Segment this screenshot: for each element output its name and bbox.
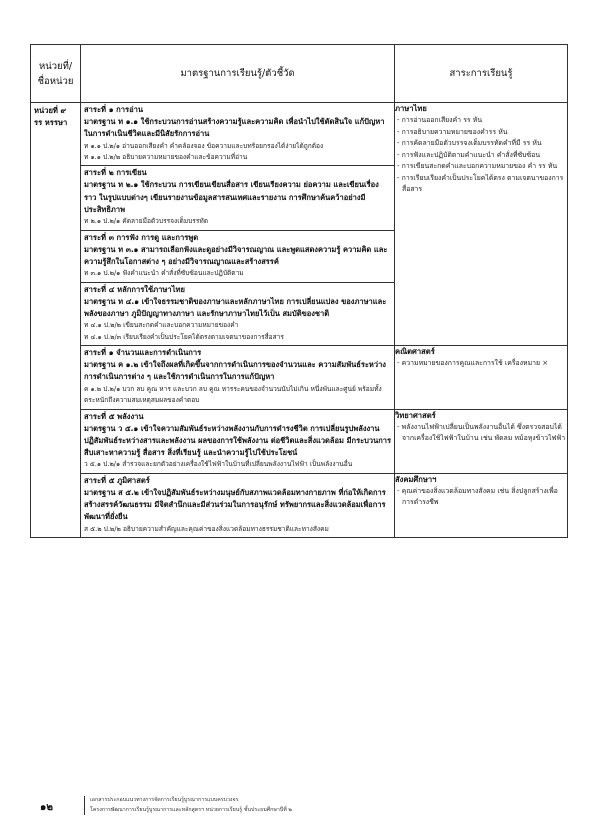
strand-title: สาระที่ ๒ การเขียน	[84, 168, 147, 178]
header-content: สาระการเรียนรู้	[395, 45, 568, 103]
content-cell-thai	[395, 103, 568, 346]
standards-cell-social	[81, 473, 395, 537]
standard-text: มาตรฐาน ท ๑.๑ ใช้กระบวนการอ่านสร้างความรู้และความคิด เพื่อนำไปใช้ตัดสินใจ แก้ปัญหาในการดำเนินชีวิตและมีนิสัยรักการอ่าน	[84, 117, 385, 139]
content-heading: ภาษาไทย	[395, 104, 427, 113]
strand-block	[81, 474, 394, 537]
footer-line-1: เอกสารประกอบแนวทางการจัดการเรียนรู้บูรณาการแบบครบวงจร	[90, 797, 239, 803]
curriculum-table	[30, 44, 568, 538]
indicator: ท ๔.๑ ป.๒/๒ เขียนสะกดคำและบอกความหมายของคำ	[84, 321, 239, 330]
content-item: - ความหมายของการคูณและการใช้ เครื่องหมาย ×	[397, 359, 548, 368]
strand-block	[81, 346, 394, 408]
strand-block	[81, 103, 394, 166]
content-heading: คณิตศาสตร์	[395, 347, 435, 357]
strand-block	[81, 410, 394, 473]
content-item: - การเรียบเรียงคำเป็นประโยคได้ตรง ตามเจตนาของการสื่อสาร	[397, 173, 564, 193]
strand-title: สาระที่ ๕ พลังงาน	[84, 411, 144, 421]
indicator: ท ๑.๑ ป.๒/๑ อ่านออกเสียงคำ คำคล้องจอง ข้อความและบทร้อยกรองได้ง่ายได้ถูกต้อง	[84, 141, 324, 150]
unit-number: หน่วยที่ ๙	[34, 106, 67, 115]
footer-divider	[84, 796, 85, 815]
indicator: ท ๑.๑ ป.๒/๒ อธิบายความหมายของคำและข้อความที่อ่าน	[84, 153, 248, 161]
strand-title: สาระที่ ๕ ภูมิศาสตร์	[84, 475, 150, 485]
footer-line-2: โครงการพัฒนาการเรียนรู้บูรณาการและหลักสูตรฯ หน่วยการเรียนรู้ ชั้นประถมศึกษาปีที่ ๒	[90, 807, 292, 813]
content-cell-science	[395, 409, 568, 473]
standard-text: มาตรฐาน ส ๕.๒ เข้าใจปฏิสัมพันธ์ระหว่างมนุษย์กับสภาพแวดล้อมทางกายภาพ ที่ก่อให้เกิดการสร้างสรรค์วัฒนธรรม มีจิตสำนึกและมีส่วนร่วมในการอนุรักษ์ ทรัพยากรและสิ่งแวดล้อมเพื่อการพัฒนาที่ยั่งยืน	[84, 487, 386, 522]
strand-block	[81, 166, 394, 230]
header-unit	[31, 45, 81, 103]
standards-cell-math	[81, 346, 395, 409]
standard-text: มาตรฐาน ค ๑.๒ เข้าใจถึงผลที่เกิดขึ้นจากการดำเนินการของจำนวนและ ความสัมพันธ์ระหว่างการดำเนินการต่าง ๆ และใช้การดำเนินการในการแก้ปัญหา	[84, 360, 386, 382]
standards-cell-science	[81, 409, 395, 473]
indicator: ท ๔.๑ ป.๒/๓ เรียบเรียงคำเป็นประโยคได้ตรงตามเจตนาของการสื่อสาร	[84, 332, 284, 341]
table-row-math	[31, 346, 568, 409]
content-cell-social	[395, 473, 568, 537]
content-item: - การคัดลายมือตัวบรรจงเต็มบรรทัดคำที่มี รร หัน	[397, 139, 542, 147]
header-unit-label: หน่วยที่/ ชื่อหน่วย	[37, 60, 74, 87]
standard-text: มาตรฐาน ท ๒.๑ ใช้กระบวน การเขียนเขียนสื่อสาร เขียนเรียงความ ย่อความ และเขียนเรื่องราว ในรูปแบบต่างๆ เขียนรายงานข้อมูลสารสนเทศและรายงาน การศึกษาค้นคว้าอย่างมีประสิทธิภาพ	[84, 180, 379, 214]
standard-text: มาตรฐาน ท ๔.๑ เข้าใจธรรมชาติของภาษาและหลักภาษาไทย การเปลี่ยนแปลง ของภาษาและพลังของภาษา ภูมิปัญญาทางภาษา และรักษาภาษาไทยไว้เป็น สมบัติของชาติ	[84, 296, 387, 318]
standards-cell-thai	[81, 103, 395, 346]
table-row-social	[31, 473, 568, 537]
strand-block	[81, 231, 394, 283]
strand-block	[81, 283, 394, 345]
indicator: ท ๒.๑ ป.๒/๑ คัดลายมือตัวบรรจงเต็มบรรทัด	[84, 217, 209, 226]
table-row-science	[31, 409, 568, 473]
content-heading: สังคมศึกษาฯ	[395, 474, 437, 484]
page-number: ๑๒	[40, 802, 53, 813]
content-item: - การเขียนสะกดคำและบอกความหมายของ คำ รร หัน	[397, 162, 558, 170]
content-item: - พลังงานไฟฟ้าเปลี่ยนเป็นพลังงานอื่นได้ ซึ่งตรวจสอบได้จากเครื่องใช้ไฟฟ้าในบ้าน เช่น พัดลม หม้อหุงข้าวไฟฟ้า	[397, 422, 566, 443]
unit-cell	[31, 103, 81, 538]
content-item: - คุณค่าของสิ่งแวดล้อมทางสังคม เช่น สิ่งปลูกสร้างเพื่อการดำรงชีพ	[397, 486, 558, 507]
strand-title: สาระที่ ๑ การอ่าน	[84, 105, 144, 114]
content-item: - การฟังและปฏิบัติตามคำแนะนำ คำสั่งที่ซับซ้อน	[397, 150, 541, 159]
strand-title: สาระที่ ๔ หลักการใช้ภาษาไทย	[84, 284, 185, 294]
standard-text: มาตรฐาน ว ๕.๑ เข้าใจความสัมพันธ์ระหว่างพลังงานกับการดำรงชีวิต การเปลี่ยนรูปพลังงาน ปฏิสัมพันธ์ระหว่างสารและพลังงาน ผลของการใช้พลังงาน ต่อชีวิตและสิ่งแวดล้อม มีกระบวนการสืบเสาะหาความรู้ สื่อสาร สิ่งที่เรียนรู้ และนำความรู้ไปใช้ประโยชน์	[84, 423, 392, 458]
strand-title: สาระที่ ๓ การฟัง การดู และการพูด	[84, 232, 199, 242]
indicator: ค ๑.๒ ป.๒/๑ บวก ลบ คูณ หาร และบวก ลบ คูณ หารระคนของจำนวนนับไม่เกิน หนึ่งพันและศูนย์ พร้อมทั้งตระหนักถึงความสมเหตุสมผลของคำตอบ	[84, 384, 382, 405]
indicator: ส ๕.๒ ป.๒/๒ อธิบายความสำคัญและคุณค่าของสิ่งแวดล้อมทางธรรมชาติและทางสังคม	[84, 524, 329, 533]
indicator: ว ๕.๑ ป.๒/๑ สำรวจและยกตัวอย่างเครื่องใช้ไฟฟ้าในบ้านที่เปลี่ยนพลังงานไฟฟ้า เป็นพลังงานอื่น	[84, 460, 353, 469]
table-row-thai	[31, 103, 568, 346]
indicator: ท ๓.๑ ป.๒/๑ ฟังคำแนะนำ คำสั่งที่ซับซ้อนและปฏิบัติตาม	[84, 269, 244, 278]
header-standards: มาตรฐานการเรียนรู้/ตัวชี้วัด	[81, 45, 395, 103]
standard-text: มาตรฐาน ท ๓.๑ สามารถเลือกฟังและดูอย่างมีวิจารณญาณ และพูดแสดงความรู้ ความคิด และความรู้สึกในโอกาสต่าง ๆ อย่างมีวิจารณญาณและสร้างสรรค์	[84, 244, 388, 266]
content-cell-math	[395, 346, 568, 409]
unit-name: รร หรรษา	[34, 118, 68, 127]
content-item: - การอ่านออกเสียงคำ รร หัน	[397, 116, 483, 124]
content-item: - การอธิบายความหมายของคำรร หัน	[397, 127, 508, 136]
page-footer	[30, 796, 570, 816]
table-header-row	[31, 45, 568, 103]
content-heading: วิทยาศาสตร์	[395, 410, 436, 420]
strand-title: สาระที่ ๑ จำนวนและการดำเนินการ	[84, 348, 202, 358]
